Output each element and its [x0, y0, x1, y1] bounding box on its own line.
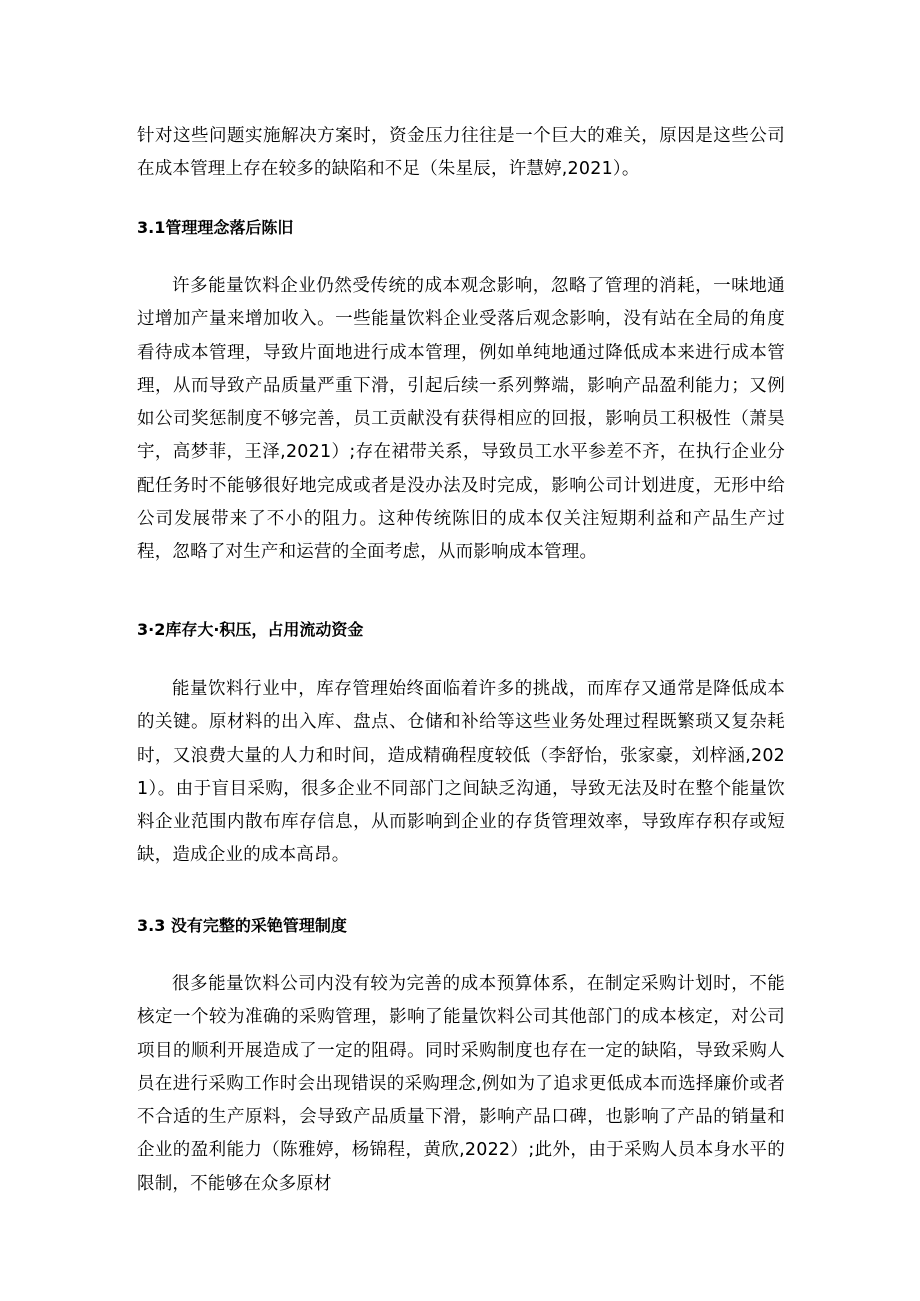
section-paragraph-3-3: 很多能量饮料公司内没有较为完善的成本预算体系，在制定采购计划时，不能核定一个较为准确的采购管理，影响了能量饮料公司其他部门的成本核定，对公司项目的顺利开展造成了一定的阻碍。同时采购制度也存在一定的缺陷，导致采购人员在进行采购工作时会出现错误的采购理念,例如为了追求更低成本而选择廉价或者不合适的生产原料，会导致产品质量下滑，影响产品口碑，也影响了产品的销量和企业的盈利能力（陈雅婷，杨锦程，黄欣,2022）;此外，由于采购人员本身水平的限制，不能够在众多原材 — [137, 974, 785, 1194]
intro-paragraph: 针对这些问题实施解决方案时，资金压力往往是一个巨大的难关，原因是这些公司在成本管理上存在较多的缺陷和不足（朱星辰，许慧婷,2021）。 — [137, 126, 785, 180]
section-heading-3-3: 3.3 没有完整的采铯管理制度 — [137, 916, 347, 935]
section-paragraph-3-1: 许多能量饮料企业仍然受传统的成本观念影响，忽略了管理的消耗，一味地通过增加产量来增加收入。一些能量饮料企业受落后观念影响，没有站在全局的角度看待成本管理，导致片面地进行成本管理，例如单纯地通过降低成本来进行成本管理，从而导致产品质量严重下滑，引起后续一系列弊端，影响产品盈利能力；又例如公司奖惩制度不够完善，员工贡献没有获得相应的回报，影响员工积极性（萧昊宇，高梦菲，王泽,2021）;存在裙带关系，导致员工水平参差不齐，在执行企业分配任务时不能够很好地完成或者是没办法及时完成，影响公司计划进度，无形中给公司发展带来了不小的阻力。这种传统陈旧的成本仅关注短期利益和产品生产过程，忽略了对生产和运营的全面考虑，从而影响成本管理。 — [137, 276, 785, 563]
section-heading-3-1: 3.1管理理念落后陈旧 — [137, 218, 294, 237]
section-paragraph-3-2: 能量饮料行业中，库存管理始终面临着许多的挑战，而库存又通常是降低成本的关键。原材料的出入库、盘点、仓储和补给等这些业务处理过程既繁琐又复杂耗时，又浪费大量的人力和时间，造成精确程度较低（李舒怡，张家豪，刘梓涵,2021）。由于盲目采购，很多企业不同部门之间缺乏沟通，导致无法及时在整个能量饮料企业范围内散布库存信息，从而影响到企业的存货管理效率，导致库存积存或短缺，造成企业的成本高昂。 — [137, 679, 785, 866]
section-heading-3-2: 3·2库存大·积压，占用流动资金 — [137, 620, 364, 639]
